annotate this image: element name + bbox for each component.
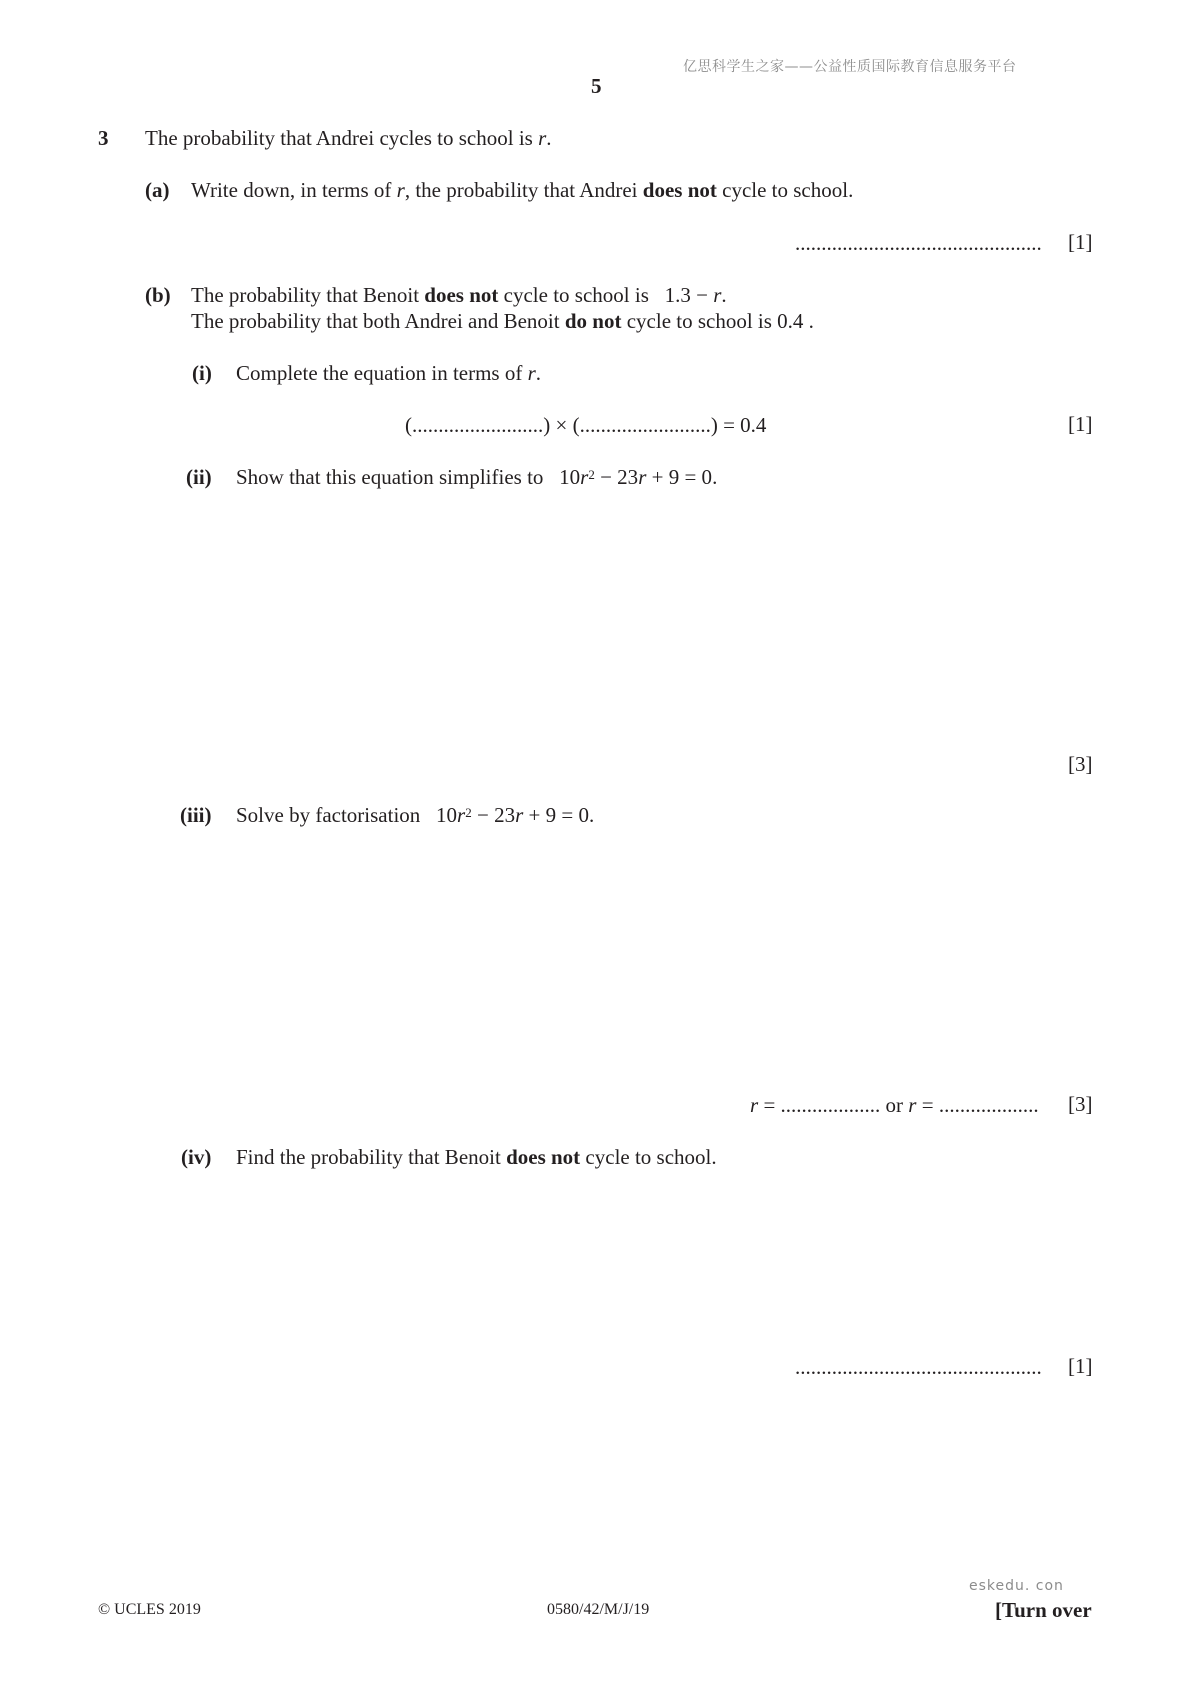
sub-ii-instruction: Show that this equation simplifies to	[236, 465, 544, 489]
sub-ii-text	[236, 464, 717, 490]
sub-ii-post: .	[712, 465, 718, 489]
sub-i-post: .	[535, 361, 542, 385]
sub-ii-eq-var: r	[580, 465, 589, 489]
question-intro	[145, 125, 552, 151]
footer-copyright: © UCLES 2019	[98, 1601, 201, 1618]
part-b-line2-pre: The probability that both Andrei and Benoit	[191, 309, 565, 333]
sub-iii-marks: [3]	[1068, 1092, 1093, 1116]
part-b-line1-bold: does not	[424, 283, 499, 307]
sub-ii-eq-exp: 2	[588, 467, 595, 482]
part-a-pre: Write down, in terms of	[191, 178, 397, 202]
sub-iii-answer-eq2: =	[916, 1093, 939, 1117]
part-b-label: (b)	[145, 283, 171, 307]
part-b-line2	[191, 308, 814, 334]
sub-iv-answer-line[interactable]: ...............................................	[795, 1355, 1042, 1379]
sub-iii-eq-var: r	[457, 803, 466, 827]
sub-iii-answer[interactable]	[750, 1092, 1039, 1118]
page-number: 5	[591, 74, 602, 98]
watermark-text: 亿思科学生之家——公益性质国际教育信息服务平台	[683, 59, 1017, 75]
sub-iv-pre: Find the probability that Benoit	[236, 1145, 507, 1169]
part-a-variable: r	[396, 178, 405, 202]
sub-iii-answer-var2: r	[908, 1093, 917, 1117]
sub-iii-answer-var: r	[750, 1093, 759, 1117]
sub-ii-eq-mid: − 23	[594, 465, 639, 489]
part-a-label: (a)	[145, 178, 170, 202]
sub-ii-eq-var2: r	[638, 465, 647, 489]
part-b-line2-bold: do not	[564, 309, 622, 333]
footer-paper-code: 0580/42/M/J/19	[547, 1601, 650, 1618]
sub-i-marks: [1]	[1068, 412, 1093, 436]
sub-iii-answer-blank-2[interactable]: ...................	[938, 1093, 1039, 1117]
sub-iv-marks: [1]	[1068, 1354, 1093, 1378]
sub-iv-text	[236, 1144, 717, 1170]
part-b-line2-post: cycle to school is 0.4 .	[621, 309, 814, 333]
turn-over-label: [Turn over	[995, 1598, 1092, 1622]
part-b-line1-mid: cycle to school is	[498, 283, 655, 307]
sub-ii-marks: [3]	[1068, 752, 1093, 776]
sub-iii-instruction: Solve by factorisation	[236, 803, 421, 827]
part-b-expr-num: 1.3 −	[664, 283, 714, 307]
sub-iii-text	[236, 802, 594, 828]
sub-iii-eq-var2: r	[515, 803, 524, 827]
part-b-line1-pre: The probability that Benoit	[191, 283, 425, 307]
sub-iii-answer-blank-1[interactable]: ...................	[780, 1093, 881, 1117]
intro-variable: r	[538, 126, 547, 150]
sub-iv-label: (iv)	[181, 1145, 212, 1169]
part-a-answer-line[interactable]: ...............................................	[795, 231, 1042, 255]
part-a-text	[191, 177, 853, 203]
part-b-line1-post: .	[721, 283, 727, 307]
site-watermark: eskedu. con	[969, 1578, 1064, 1594]
sub-ii-eq-tail: + 9 = 0	[646, 465, 713, 489]
sub-i-text	[236, 360, 541, 386]
part-a-bold: does not	[642, 178, 717, 202]
sub-iii-eq-mid: − 23	[471, 803, 516, 827]
sub-ii-eq-coef: 10	[559, 465, 581, 489]
intro-punct: .	[546, 126, 552, 150]
sub-iii-eq-exp: 2	[465, 805, 472, 820]
sub-iv-post: cycle to school.	[580, 1145, 717, 1169]
sub-ii-label: (ii)	[186, 465, 212, 489]
intro-text: The probability that Andrei cycles to school is	[145, 126, 539, 150]
part-b-line1	[191, 282, 727, 308]
part-a-mid: , the probability that Andrei	[404, 178, 643, 202]
sub-iii-answer-or: or	[880, 1093, 909, 1117]
sub-iii-eq-tail: + 9 = 0	[523, 803, 589, 827]
sub-iv-bold: does not	[506, 1145, 581, 1169]
question-number: 3	[98, 126, 109, 150]
sub-iii-label: (iii)	[180, 803, 212, 827]
part-a-post: cycle to school.	[716, 178, 854, 202]
sub-iii-post: .	[588, 803, 595, 827]
sub-i-pre: Complete the equation in terms of	[236, 361, 528, 385]
sub-i-label: (i)	[192, 361, 212, 385]
sub-i-variable: r	[527, 361, 536, 385]
part-a-marks: [1]	[1068, 230, 1093, 254]
sub-iii-eq-coef: 10	[436, 803, 458, 827]
sub-iii-answer-eq: =	[758, 1093, 781, 1117]
sub-i-equation-blank[interactable]: (.........................) × (.........................) = 0.4	[405, 413, 767, 437]
part-b-expr-var: r	[713, 283, 722, 307]
